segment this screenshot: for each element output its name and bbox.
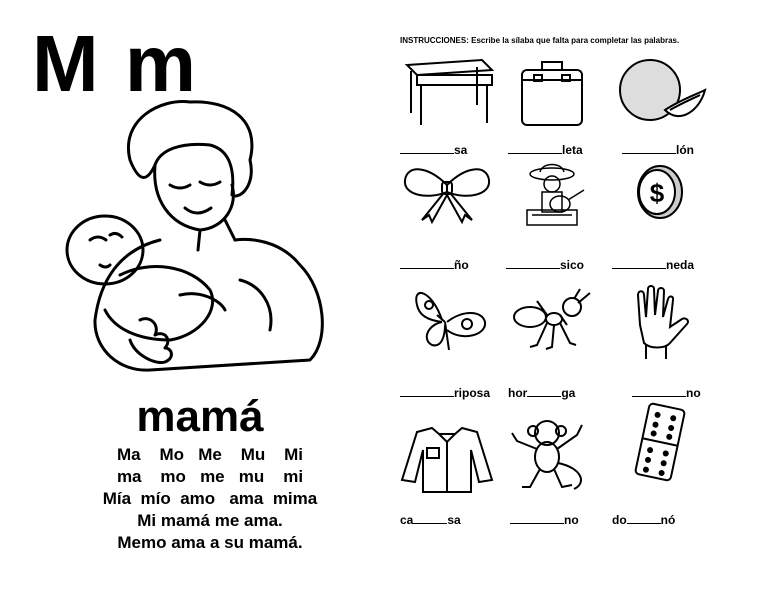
exercise-table xyxy=(392,55,502,155)
exercise-hand xyxy=(605,285,715,385)
reading-line: Ma Mo Me Mu Mi xyxy=(116,445,304,464)
exercise-musician xyxy=(497,160,607,260)
answer-line: hor ga xyxy=(508,386,576,400)
reading-line: Mi mamá me ama. xyxy=(137,511,283,530)
answer-line: lón xyxy=(622,143,694,157)
keyword-mama: mamá xyxy=(136,392,264,441)
answer-line: ca sa xyxy=(400,513,461,527)
answer-line: do nó xyxy=(612,513,676,527)
answer-blank[interactable] xyxy=(622,143,676,154)
briefcase-icon xyxy=(502,55,602,130)
reading-line: ma mo me mu mi xyxy=(116,467,304,486)
answer-line: ño xyxy=(400,258,469,272)
answer-blank[interactable] xyxy=(413,513,447,524)
svg-text:$: $ xyxy=(649,178,665,208)
table-icon xyxy=(397,55,497,130)
answer-blank[interactable] xyxy=(627,513,661,524)
answer-blank[interactable] xyxy=(508,143,562,154)
melon-icon xyxy=(610,55,710,130)
hand-icon xyxy=(610,285,710,360)
exercise-bow xyxy=(392,160,502,260)
answer-blank[interactable] xyxy=(400,258,454,269)
reading-line: Mía mío amo ama mima xyxy=(102,489,318,508)
mother-baby-illustration xyxy=(60,90,340,390)
butterfly-icon xyxy=(397,280,497,355)
reading-line: Memo ama a su mamá. xyxy=(117,533,303,552)
exercise-briefcase xyxy=(497,55,607,155)
exercise-coin xyxy=(605,160,715,260)
answer-blank[interactable] xyxy=(612,258,666,269)
exercise-melon xyxy=(605,55,715,155)
answer-line: neda xyxy=(612,258,694,272)
answer-blank[interactable] xyxy=(506,258,560,269)
answer-line: sico xyxy=(506,258,584,272)
musician-icon xyxy=(502,160,602,230)
answer-blank[interactable] xyxy=(527,386,561,397)
ant-icon xyxy=(502,285,602,355)
answer-line: leta xyxy=(508,143,583,157)
exercise-butterfly xyxy=(392,280,502,380)
bow-icon xyxy=(397,160,497,225)
answer-blank[interactable] xyxy=(632,386,686,397)
answer-line: no xyxy=(510,513,579,527)
answer-blank[interactable] xyxy=(400,386,454,397)
exercise-domino xyxy=(605,402,715,502)
exercise-ant xyxy=(497,285,607,385)
exercise-monkey xyxy=(497,413,607,513)
shirt-icon xyxy=(397,420,497,495)
letter-title: M m xyxy=(32,19,198,108)
answer-line: riposa xyxy=(400,386,490,400)
answer-blank[interactable] xyxy=(400,143,454,154)
coin-icon xyxy=(610,160,710,225)
instructions: INSTRUCCIONES: Escribe la sílaba que falta para completar las palabras. xyxy=(400,36,680,45)
exercise-shirt xyxy=(392,420,502,520)
answer-line: sa xyxy=(400,143,467,157)
answer-blank[interactable] xyxy=(510,513,564,524)
answer-line: no xyxy=(632,386,701,400)
monkey-icon xyxy=(502,413,602,495)
reading-block xyxy=(60,444,360,554)
domino-icon xyxy=(610,402,710,484)
